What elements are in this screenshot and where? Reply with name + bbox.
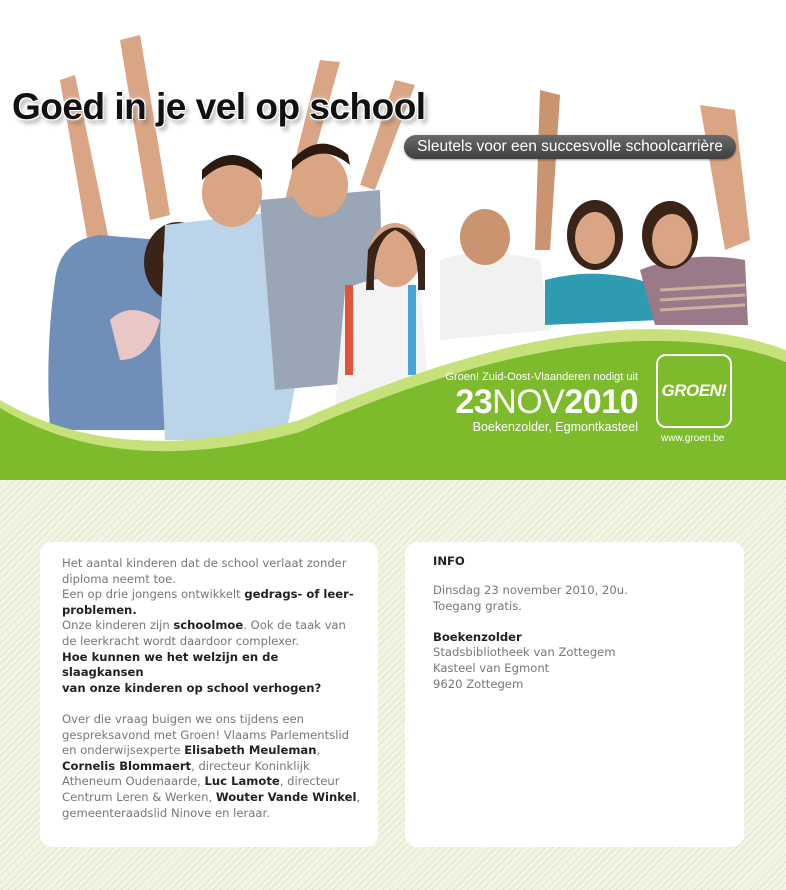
speakers-text: Over die vraag buigen we ons tijdens een gespreksavond met Groen! Vlaams Parlementslid en onderwijsexperte Elisabeth Meuleman, Cornelis Blommaert, directeur Koninklijk Atheneum Oudenaarde, Luc Lamote, directeur Centrum Leren & Werken, Wouter Vande Winkel, gemeenteraadslid Ninove en leraar. bbox=[62, 711, 361, 820]
question-line-2: van onze kinderen op school verhogen? bbox=[62, 680, 322, 695]
page-title: Goed in je vel op school bbox=[12, 86, 426, 127]
intro-card bbox=[40, 542, 378, 847]
date-day: 23 bbox=[455, 383, 493, 421]
subtitle-pill: Sleutels voor een succesvolle schoolcarrière bbox=[404, 135, 736, 159]
website-link[interactable]: www.groen.be bbox=[661, 433, 725, 444]
info-address: Boekenzolder Stadsbibliotheek van Zottegem Kasteel van Egmont 9620 Zottegem bbox=[433, 629, 616, 691]
date-month: NOV bbox=[492, 383, 565, 421]
event-location: Boekenzolder, Egmontkasteel bbox=[472, 420, 638, 434]
intro-text: Het aantal kinderen dat de school verlaat zonder diploma neemt toe. Een op drie jongens ontwikkelt gedrags- of leer- problemen. Onze kinderen zijn schoolmoe. Ook de taak van de leerkracht wordt daardoor complexer. Hoe kunnen we het welzijn en de slaagkansen van onze kinderen op school verhogen? bbox=[62, 556, 354, 695]
info-card bbox=[405, 542, 744, 847]
info-heading: INFO bbox=[433, 554, 465, 568]
venue-name: Boekenzolder bbox=[433, 629, 522, 644]
content-area bbox=[0, 480, 786, 890]
question-line-1: Hoe kunnen we het welzijn en de slaagkansen bbox=[62, 649, 279, 680]
groen-logo bbox=[656, 354, 732, 428]
event-block bbox=[445, 370, 638, 434]
date-year: 2010 bbox=[564, 383, 638, 421]
invite-line: Groen! Zuid-Oost-Vlaanderen nodigt uit bbox=[445, 371, 638, 383]
info-datetime: Dinsdag 23 november 2010, 20u. Toegang gratis. bbox=[433, 583, 628, 613]
logo-text: GROEN! bbox=[661, 381, 727, 400]
event-date bbox=[445, 384, 638, 420]
